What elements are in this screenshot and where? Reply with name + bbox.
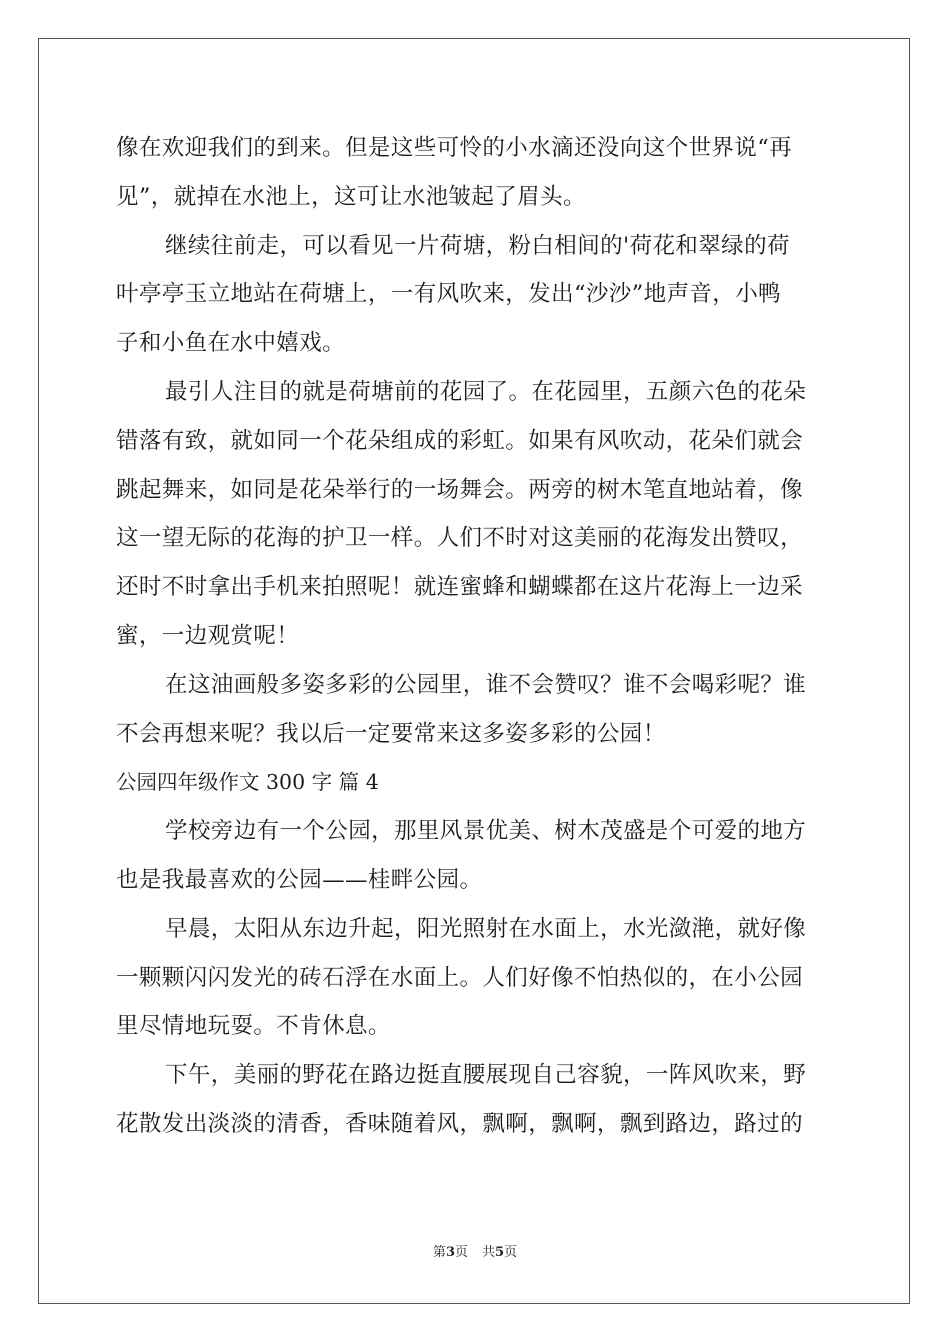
section-heading: 公园四年级作文 300 字 篇 4 <box>116 770 379 795</box>
text-line: 花散发出淡淡的清香，香味随着风，飘啊，飘啊，飘到路边，路过的 <box>116 1110 804 1137</box>
page-label-suffix: 页 <box>454 1245 468 1260</box>
text-line: 不会再想来呢？我以后一定要常来这多姿多彩的公园！ <box>116 720 666 747</box>
paragraph-start-line: 学校旁边有一个公园，那里风景优美、树木茂盛是个可爱的地方 <box>165 818 807 845</box>
text-line: 跳起舞来，如同是花朵举行的一场舞会。两旁的树木笔直地站着，像 <box>116 476 804 503</box>
text-line: 错落有致，就如同一个花朵组成的彩虹。如果有风吹动，花朵们就会 <box>116 427 804 454</box>
total-label-prefix: 共 <box>482 1245 496 1260</box>
paragraph-start-line: 早晨，太阳从东边升起，阳光照射在水面上，水光潋滟，就好像 <box>165 915 807 942</box>
paragraph-start-line: 在这油画般多姿多彩的公园里，谁不会赞叹？谁不会喝彩呢？谁 <box>165 671 807 698</box>
text-line: 叶亭亭玉立地站在荷塘上，一有风吹来，发出“沙沙”地声音，小鸭 <box>116 281 782 308</box>
paragraph-start-line: 最引人注目的就是荷塘前的花园了。在花园里，五颜六色的花朵 <box>165 378 807 405</box>
text-line: 里尽情地玩耍。不肯休息。 <box>116 1013 391 1040</box>
paragraph-start-line: 继续往前走，可以看见一片荷塘，粉白相间的'荷花和翠绿的荷 <box>165 232 790 259</box>
text-line: 蜜，一边观赏呢！ <box>116 622 300 649</box>
text-line: 一颗颗闪闪发光的砖石浮在水面上。人们好像不怕热似的，在小公园 <box>116 964 804 991</box>
text-line: 这一望无际的花海的护卫一样。人们不时对这美丽的花海发出赞叹， <box>116 525 804 552</box>
text-line: 见”，就掉在水池上，这可让水池皱起了眉头。 <box>116 183 586 210</box>
text-line: 也是我最喜欢的公园——桂畔公园。 <box>116 866 483 893</box>
page-footer <box>0 1243 950 1263</box>
text-line: 子和小鱼在水中嬉戏。 <box>116 330 346 357</box>
paragraph-start-line: 下午，美丽的野花在路边挺直腰展现自己容貌，一阵风吹来，野 <box>165 1062 807 1089</box>
page-label-prefix: 第 <box>432 1245 446 1260</box>
text-line: 还时不时拿出手机来拍照呢！就连蜜蜂和蝴蝶都在这片花海上一边采 <box>116 574 804 601</box>
total-page-number: 5 <box>495 1245 505 1260</box>
document-body <box>116 124 834 1149</box>
total-label-suffix: 页 <box>504 1245 518 1260</box>
current-page-number: 3 <box>445 1245 455 1260</box>
text-line: 像在欢迎我们的到来。但是这些可怜的小水滴还没向这个世界说“再 <box>116 135 793 161</box>
